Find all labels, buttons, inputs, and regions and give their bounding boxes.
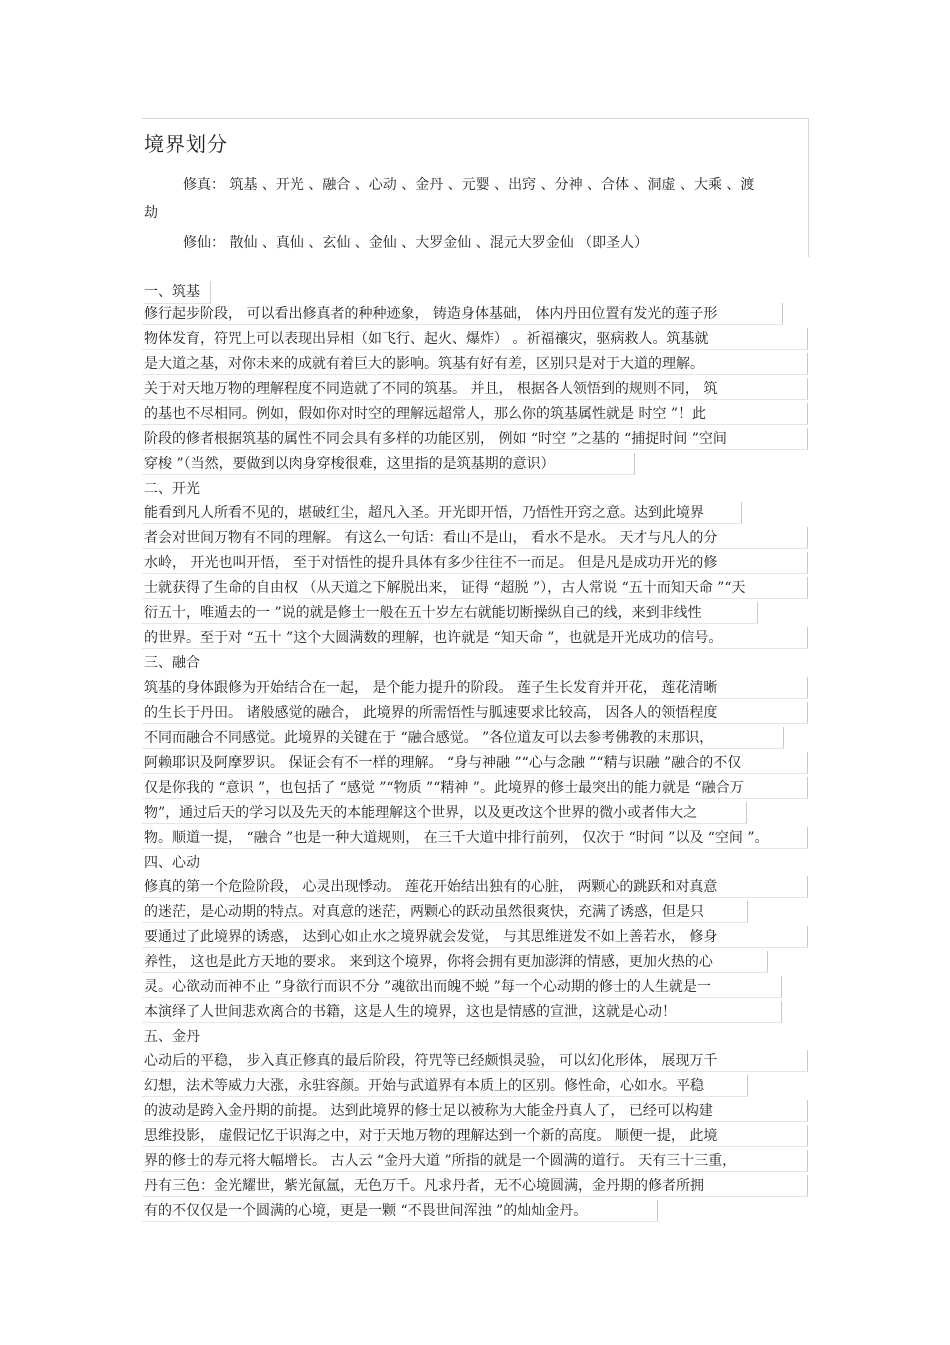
paragraph-line: 的波动是跨入金丹期的前提。 达到此境界的修士足以被称为大能金丹真人了， 已经可以构建: [142, 1100, 808, 1122]
section-heading: 五、金丹: [144, 1029, 200, 1045]
paragraph-line: 本演绎了人世间悲欢离合的书籍，这是人生的境界，这也是情感的宣泄，这就是心动！: [142, 1001, 782, 1023]
paragraph-line: 修真的第一个危险阶段， 心灵出现悸动。 莲花开始结出独有的心脏， 两颗心的跳跃和对真意: [142, 876, 808, 898]
section-heading: 二、开光: [144, 481, 200, 497]
section-heading: 四、心动: [144, 855, 200, 871]
paragraph-line: 幻想，法术等威力大涨，永驻容颜。开始与武道界有本质上的区别。修性命，心如水。平稳: [142, 1075, 748, 1097]
paragraph-line: 心动后的平稳， 步入真正修真的最后阶段，符咒等已经颇惧灵验， 可以幻化形体， 展现万千: [142, 1050, 808, 1072]
paragraph-line: 养性， 这也是此方天地的要求。 来到这个境界，你将会拥有更加澎湃的情感，更加火热的心: [142, 951, 768, 973]
paragraph-line: 丹有三色：金光耀世，紫光氤氲，无色万千。凡求丹者，无不心境圆满，金丹期的修者所拥: [142, 1175, 808, 1197]
paragraph-line: 要通过了此境界的诱惑， 达到心如止水之境界就会发觉， 与其思维迸发不如上善若水， 修身: [142, 926, 808, 948]
paragraph-line: 仅是你我的 “意识 ”，也包括了 “感觉 ”“物质 ”“精神 ”。此境界的修士最突出的能力就是 “融合万: [142, 777, 808, 799]
paragraph-line: 能看到凡人所看不见的，堪破红尘，超凡入圣。开光即开悟，乃悟性开窍之意。达到此境界: [142, 502, 742, 524]
paragraph-line: 的迷茫，是心动期的特点。对真意的迷茫，两颗心的跃动虽然很爽快，充满了诱惑，但是只: [142, 901, 748, 923]
paragraph-line: 物”，通过后天的学习以及先天的本能理解这个世界，以及更改这个世界的微小或者伟大之: [142, 802, 747, 824]
paragraph-line: 灵。心欲动而神不止 ”身欲行而识不分 ”魂欲出而魄不蜕 ”每一个心动期的修士的人生就是一: [142, 976, 782, 998]
xiuzhen-stages-line: 修真： 筑基 、开光 、融合 、心动 、金丹 、元婴 、出窍 、分神 、合体 、洞虚 、大乘 、渡: [183, 177, 755, 193]
paragraph-line: 阿赖耶识及阿摩罗识。 保证会有不一样的理解。 “身与神融 ”“心与念融 ”“精与识融 ”融合的不仅: [142, 752, 808, 774]
xiuxian-stages-line: 修仙： 散仙 、真仙 、玄仙 、金仙 、大罗金仙 、混元大罗金仙 （即圣人）: [183, 235, 649, 251]
paragraph-line: 士就获得了生命的自由权 （从天道之下解脱出来， 证得 “超脱 ”），古人常说 “五十而知天命 ”“天: [142, 577, 808, 599]
paragraph-line: 是大道之基，对你未来的成就有着巨大的影响。筑基有好有差，区别只是对于大道的理解。: [142, 353, 808, 375]
paragraph-line: 的基也不尽相同。例如，假如你对时空的理解远超常人，那么你的筑基属性就是 时空 ”！此: [142, 403, 808, 425]
paragraph-line: 者会对世间万物有不同的理解。 有这么一句话：看山不是山， 看水不是水。 天才与凡人的分: [142, 527, 808, 549]
section-heading: 一、筑基: [144, 281, 211, 304]
paragraph-line: 阶段的修者根据筑基的属性不同会具有多样的功能区别， 例如 “时空 ”之基的 “捕捉时间 ”空间: [142, 428, 808, 450]
paragraph-line: 衍五十，唯遁去的一 ”说的就是修士一般在五十岁左右就能切断操纵自己的线，来到非线性: [142, 602, 758, 624]
paragraph-line: 不同而融合不同感觉。此境界的关键在于 “融合感觉。 ”各位道友可以去参考佛教的末那识，: [142, 727, 784, 749]
paragraph-line: 界的修士的寿元将大幅增长。 古人云 “金丹大道 ”所指的就是一个圆满的道行。 天有三十三重，: [142, 1150, 808, 1172]
paragraph-line: 思维投影， 虚假记忆于识海之中，对于天地万物的理解达到一个新的高度。 顺便一提， 此境: [142, 1125, 808, 1147]
paragraph-line: 有的不仅仅是一个圆满的心境，更是一颗 “不畏世间浑浊 ”的灿灿金丹。: [142, 1200, 658, 1222]
document-title: 境界划分: [144, 132, 228, 156]
xiuzhen-stages-line-continued: 劫: [144, 205, 158, 221]
paragraph-line: 物体发育，符咒上可以表现出异相（如飞行、起火、爆炸） 。祈福禳灾，驱病救人。筑基就: [142, 328, 808, 350]
paragraph-line: 关于对天地万物的理解程度不同造就了不同的筑基。 并且， 根据各人领悟到的规则不同， 筑: [142, 378, 808, 400]
paragraph-line: 水岭， 开光也叫开悟， 至于对悟性的提升具体有多少往往不一而足。 但是凡是成功开光的修: [142, 552, 808, 574]
paragraph-line: 修行起步阶段， 可以看出修真者的种种迹象， 铸造身体基础， 体内丹田位置有发光的莲子形: [142, 303, 783, 325]
paragraph-line: 的世界。至于对 “五十 ”这个大圆满数的理解，也许就是 “知天命 ”，也就是开光成功的信号。: [142, 627, 808, 649]
section-heading: 三、融合: [144, 655, 200, 671]
paragraph-line: 的生长于丹田。 诸般感觉的融合， 此境界的所需悟性与胍速要求比较高， 因各人的领悟程度: [142, 702, 808, 724]
paragraph-line: 物。顺道一提， “融合 ”也是一种大道规则， 在三千大道中排行前列， 仅次于 “时间 ”以及 “空间 ”。: [142, 827, 808, 849]
paragraph-line: 穿梭 ”（当然，要做到以肉身穿梭很难，这里指的是筑基期的意识）: [142, 453, 635, 475]
paragraph-line: 筑基的身体跟修为开始结合在一起， 是个能力提升的阶段。 莲子生长发育并开花， 莲花清晰: [142, 677, 808, 699]
